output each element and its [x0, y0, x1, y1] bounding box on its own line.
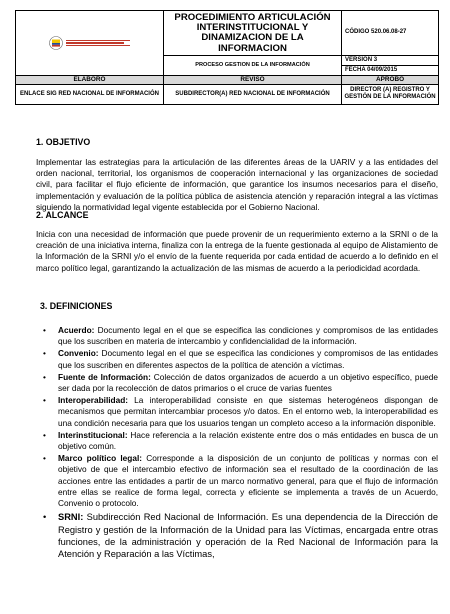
bullet-icon: • [43, 325, 46, 335]
document-date: FECHA 04/09/2015 [342, 65, 439, 75]
aprobo-value: DIRECTOR (A) REGISTRO Y GESTIÓN DE LA INFORMACIÓN [342, 84, 439, 104]
elaboro-header: ELABORÓ [16, 75, 164, 84]
bullet-icon: • [43, 371, 46, 382]
reviso-header: REVISÓ [164, 75, 342, 84]
definition-term: Convenio: [58, 348, 99, 359]
logo-cell [16, 11, 164, 76]
definition-item [43, 453, 438, 509]
aprobo-header: APROBÓ [342, 75, 439, 84]
definition-term: Acuerdo: [58, 325, 95, 335]
definition-item [43, 348, 438, 370]
definition-term: Fuente de Información: [58, 371, 151, 382]
elaboro-value: ENLACE SIG RED NACIONAL DE INFORMACIÓN [16, 84, 164, 104]
definition-item [43, 511, 438, 561]
definiciones-heading: 3. DEFINICIONES [40, 301, 113, 311]
objetivo-text: Implementar las estrategias para la articulación de las diferentes áreas de la UARIV y a las entidades del orden nacional, territorial, los organismos de cooperación internacional y las organizaciones de sociedad civil, para facilitar el flujo eficiente de información, que garantice los insumos necesarios para el diseño, implementación y evaluación de la política pública de asistencia atención y reparación integral a las víctimas siguiendo la normatividad legal vigente establecida por el Gobierno Nacional. [36, 157, 438, 212]
definition-item [43, 429, 438, 452]
definitions-list [43, 325, 439, 562]
definition-term: Interoperabilidad: [58, 395, 129, 406]
definition-text: Subdirección Red Nacional de Información. Es una dependencia de la Dirección de Registro y gestión de la Información de la Unidad para las Víctimas, encargada entre otras funciones, de la administración y operación de la Red Nacional de Información para la Atención y Reparación a las Víctimas, [58, 512, 438, 560]
unidad-victimas-logo [16, 36, 163, 50]
logo-wordmark [66, 40, 130, 47]
process-name: PROCESO GESTION DE LA INFORMACIÓN [164, 55, 342, 75]
document-header-table [15, 10, 439, 105]
objetivo-heading: 1. OBJETIVO [36, 137, 91, 147]
bullet-icon: • [43, 395, 46, 406]
bullet-icon: • [43, 512, 47, 523]
definition-text: Hace referencia a la relación existente entre dos o más entidades en busca de un objetivo común. [58, 429, 438, 452]
definition-term: SRNI: [58, 512, 84, 523]
definition-item [43, 371, 439, 394]
bullet-icon: • [43, 429, 46, 440]
reviso-value: SUBDIRECTOR(A) RED NACIONAL DE INFORMACIÓN [164, 84, 342, 104]
document-version: VERSIÓN 3 [342, 55, 439, 65]
definition-item [43, 395, 438, 429]
bullet-icon: • [43, 453, 46, 464]
alcance-text: Inicia con una necesidad de información que puede provenir de un requerimiento externo a la SRNI o de la creación de una iniciativa interna, finaliza con la entrega de la fuente gestionada al equipo de Alistamiento de la Información de la SRNI y/o el envío de la fuente requerida por cada entidad de acuerdo a lo definido en el marco político legal, garantizando la actualización de las mismas de acuerdo a la periodicidad acordada. [36, 229, 438, 273]
definition-text: Documento legal en el que se especifica las condiciones y compromisos de las entidades que los suscriben en materia de intercambio y confidencialidad de la información. [58, 325, 438, 347]
definition-text: Corresponde a la disposición de un conjunto de políticas y normas con el objetivo de que el intercambio efectivo de información sea el resultado de la coordinación de las acciones entre las entidades a partir de un marco normativo general, para que el flujo de información entre ellas se realice de forma legal, correcta y eficiente se implementa a través de un Acuerdo, Convenio o protocolo. [58, 453, 438, 509]
definition-term: Interinstitucional: [58, 429, 128, 440]
definition-text: Documento legal en el que se especifica las condiciones y compromisos de las entidades que los suscriben en diferentes aspectos de la política de atención a víctimas. [58, 348, 438, 370]
bullet-icon: • [43, 348, 46, 359]
colombia-flag-seal-icon [49, 36, 63, 50]
alcance-heading: 2. ALCANCE [36, 210, 89, 220]
document-title: PROCEDIMIENTO ARTICULACIÓN INTERINSTITUCIONAL Y DINAMIZACION DE LA INFORMACION [164, 11, 342, 56]
definition-term: Marco político legal: [58, 453, 143, 464]
definition-item [43, 325, 438, 347]
definition-text: Colección de datos organizados de acuerdo a un objetivo específico, puede ser dada por la recolección de datos primarios o el cruce de varias fuentes [58, 371, 439, 394]
definition-text: La interoperabilidad consiste en que sistemas heterogéneos dispongan de mecanismos que permitan intercambiar procesos y/o datos. En el entorno web, la interoperabilidad es una condición necesaria para que los usuarios tengan un completo acceso a la información disponible. [58, 395, 438, 428]
document-code: CÓDIGO 520.06.08-27 [342, 11, 439, 56]
